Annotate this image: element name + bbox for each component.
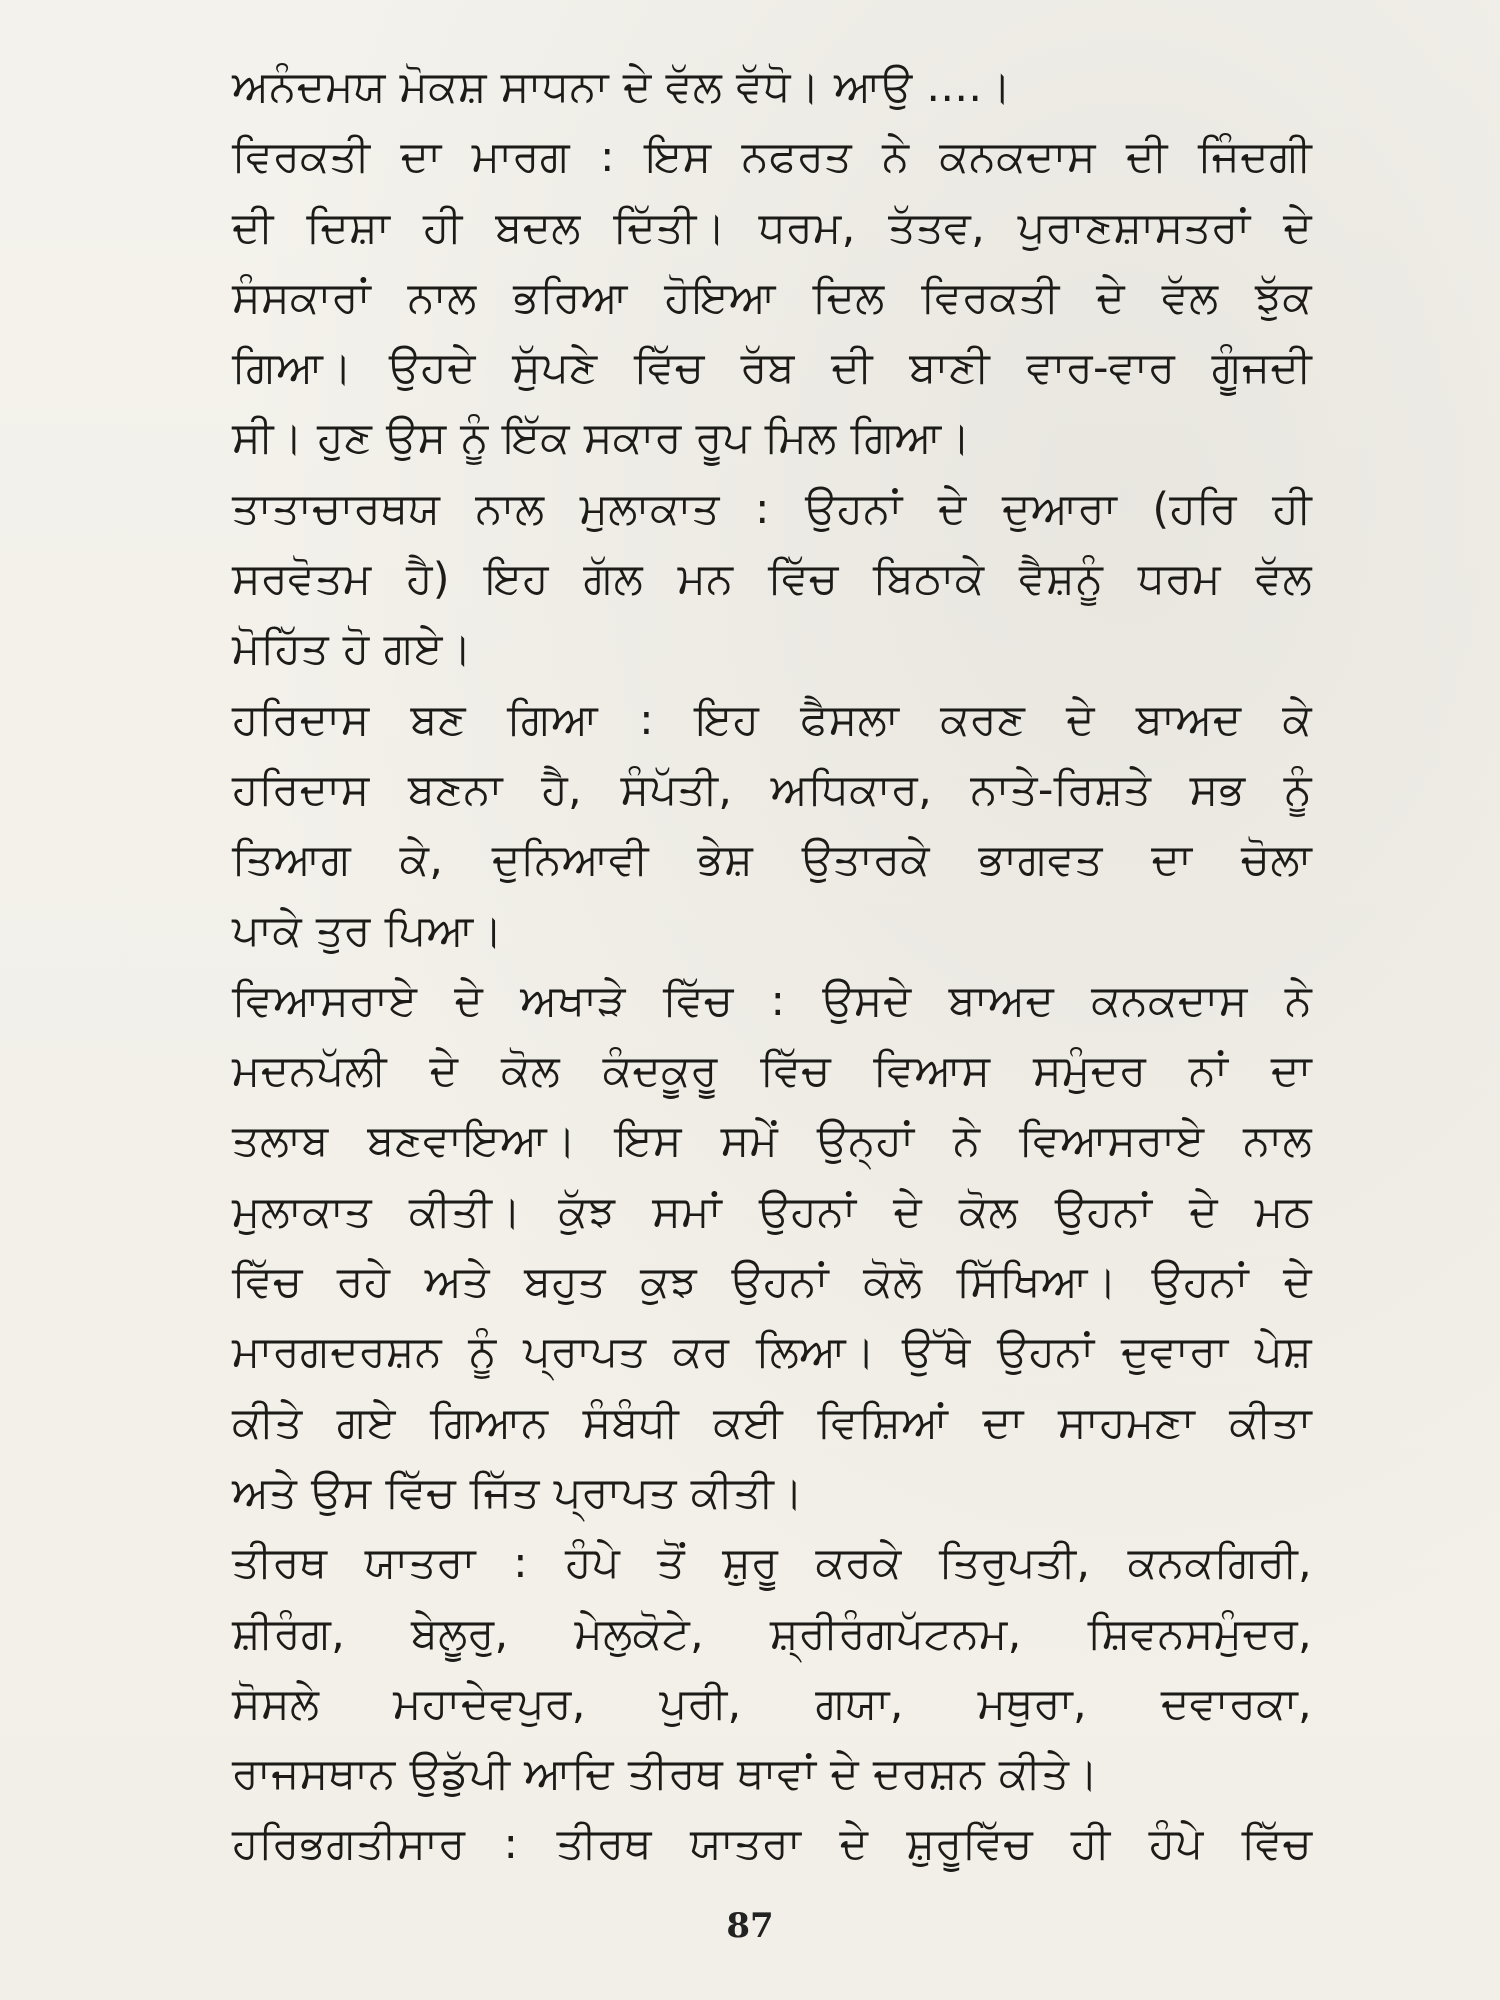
text-line: ਹਰਿਦਾਸ ਬਣ ਗਿਆ : ਇਹ ਫੈਸਲਾ ਕਰਣ ਦੇ ਬਾਅਦ ਕੇ	[232, 694, 1312, 745]
text-line: ਗਿਆ। ਉਹਦੇ ਸੁੱਪਣੇ ਵਿੱਚ ਰੱਬ ਦੀ ਬਾਣੀ ਵਾਰ-ਵਾਰ ਗੂੰਜਦੀ	[232, 343, 1312, 394]
text-line: ਮਦਨਪੱਲੀ ਦੇ ਕੋਲ ਕੰਦਕੂਰੂ ਵਿੱਚ ਵਿਆਸ ਸਮੁੰਦਰ ਨਾਂ ਦਾ	[232, 1046, 1312, 1097]
text-line: ਵਿੱਚ ਰਹੇ ਅਤੇ ਬਹੁਤ ਕੁਝ ਉਹਨਾਂ ਕੋਲੋ ਸਿੱਖਿਆ। ਉਹਨਾਂ ਦੇ	[232, 1257, 1312, 1308]
text-line: ਵਿਰਕਤੀ ਦਾ ਮਾਰਗ : ਇਸ ਨਫਰਤ ਨੇ ਕਨਕਦਾਸ ਦੀ ਜਿੰਦਗੀ	[232, 132, 1312, 183]
text-line: ਸੀ। ਹੁਣ ਉਸ ਨੂੰ ਇੱਕ ਸਕਾਰ ਰੂਪ ਮਿਲ ਗਿਆ।	[232, 413, 971, 464]
text-line: ਹਰਿਭਗਤੀਸਾਰ : ਤੀਰਥ ਯਾਤਰਾ ਦੇ ਸ਼ੁਰੂਵਿੱਚ ਹੀ ਹੰਪੇ ਵਿੱਚ	[232, 1819, 1312, 1870]
text-line: ਮੁਲਾਕਾਤ ਕੀਤੀ। ਕੁੱਝ ਸਮਾਂ ਉਹਨਾਂ ਦੇ ਕੋਲ ਉਹਨਾਂ ਦੇ ਮਠ	[232, 1186, 1312, 1237]
text-line: ਤਿਆਗ ਕੇ, ਦੁਨਿਆਵੀ ਭੇਸ਼ ਉਤਾਰਕੇ ਭਾਗਵਤ ਦਾ ਚੋਲਾ	[232, 835, 1312, 886]
text-line: ਸੋਸਲੇ ਮਹਾਦੇਵਪੁਰ, ਪੁਰੀ, ਗਯਾ, ਮਥੁਰਾ, ਦਵਾਰਕਾ,	[232, 1678, 1312, 1729]
text-line: ਅਨੰਦਮਯ ਮੋਕਸ਼ ਸਾਧਨਾ ਦੇ ਵੱਲ ਵੱਧੋ। ਆਉ ....।	[232, 62, 1012, 112]
text-line: ਤੀਰਥ ਯਾਤਰਾ : ਹੰਪੇ ਤੋਂ ਸ਼ੁਰੂ ਕਰਕੇ ਤਿਰੁਪਤੀ, ਕਨਕਗਿਰੀ,	[232, 1538, 1312, 1589]
text-line: ਸੰਸਕਾਰਾਂ ਨਾਲ ਭਰਿਆ ਹੋਇਆ ਦਿਲ ਵਿਰਕਤੀ ਦੇ ਵੱਲ ਝੁੱਕ	[232, 272, 1312, 323]
text-line: ਮਾਰਗਦਰਸ਼ਨ ਨੂੰ ਪ੍ਰਾਪਤ ਕਰ ਲਿਆ। ਉੱਥੇ ਉਹਨਾਂ ਦੁਵਾਰਾ ਪੇਸ਼	[232, 1327, 1312, 1378]
text-line: ਸਰਵੋਤਮ ਹੈ) ਇਹ ਗੱਲ ਮਨ ਵਿੱਚ ਬਿਠਾਕੇ ਵੈਸ਼ਨੂੰ ਧਰਮ ਵੱਲ	[232, 554, 1312, 605]
text-line: ਤਾਤਾਚਾਰਥਯ ਨਾਲ ਮੁਲਾਕਾਤ : ਉਹਨਾਂ ਦੇ ਦੁਆਰਾ (ਹਰਿ ਹੀ	[232, 483, 1312, 534]
text-line: ਕੀਤੇ ਗਏ ਗਿਆਨ ਸੰਬੰਧੀ ਕਈ ਵਿਸ਼ਿਆਂ ਦਾ ਸਾਹਮਣਾ ਕੀਤਾ	[232, 1397, 1312, 1448]
text-line: ਹਰਿਦਾਸ ਬਣਨਾ ਹੈ, ਸੰਪੱਤੀ, ਅਧਿਕਾਰ, ਨਾਤੇ-ਰਿਸ਼ਤੇ ਸਭ ਨੂੰ	[232, 764, 1312, 815]
page-number: 87	[726, 1906, 774, 1946]
text-line: ਤਲਾਬ ਬਣਵਾਇਆ। ਇਸ ਸਮੇਂ ਉਨ੍ਹਾਂ ਨੇ ਵਿਆਸਰਾਏ ਨਾਲ	[232, 1116, 1312, 1167]
text-line: ਮੋਹਿੱਤ ਹੋ ਗਏ।	[232, 624, 473, 675]
text-line: ਰਾਜਸਥਾਨ ਉਡੁੱਪੀ ਆਦਿ ਤੀਰਥ ਥਾਵਾਂ ਦੇ ਦਰਸ਼ਨ ਕੀਤੇ।	[232, 1749, 1099, 1800]
text-line: ਪਾਕੇ ਤੁਰ ਪਿਆ।	[232, 905, 503, 956]
text-line: ਦੀ ਦਿਸ਼ਾ ਹੀ ਬਦਲ ਦਿੱਤੀ। ਧਰਮ, ਤੱਤਵ, ਪੁਰਾਣਸ਼ਾਸਤਰਾਂ ਦੇ	[232, 202, 1312, 253]
text-line: ਸ਼ੀਰੰਗ, ਬੇਲੂਰੁ, ਮੇਲੁਕੋਟੇ, ਸ਼੍ਰੀਰੰਗਪੱਟਨਮ, ਸ਼ਿਵਨਸਮੁੰਦਰ,	[232, 1608, 1312, 1659]
text-line: ਅਤੇ ਉਸ ਵਿੱਚ ਜਿੱਤ ਪ੍ਰਾਪਤ ਕੀਤੀ।	[232, 1467, 804, 1518]
body-text	[232, 52, 1312, 1880]
text-line: ਵਿਆਸਰਾਏ ਦੇ ਅਖਾੜੇ ਵਿੱਚ : ਉਸਦੇ ਬਾਅਦ ਕਨਕਦਾਸ ਨੇ	[232, 975, 1312, 1026]
